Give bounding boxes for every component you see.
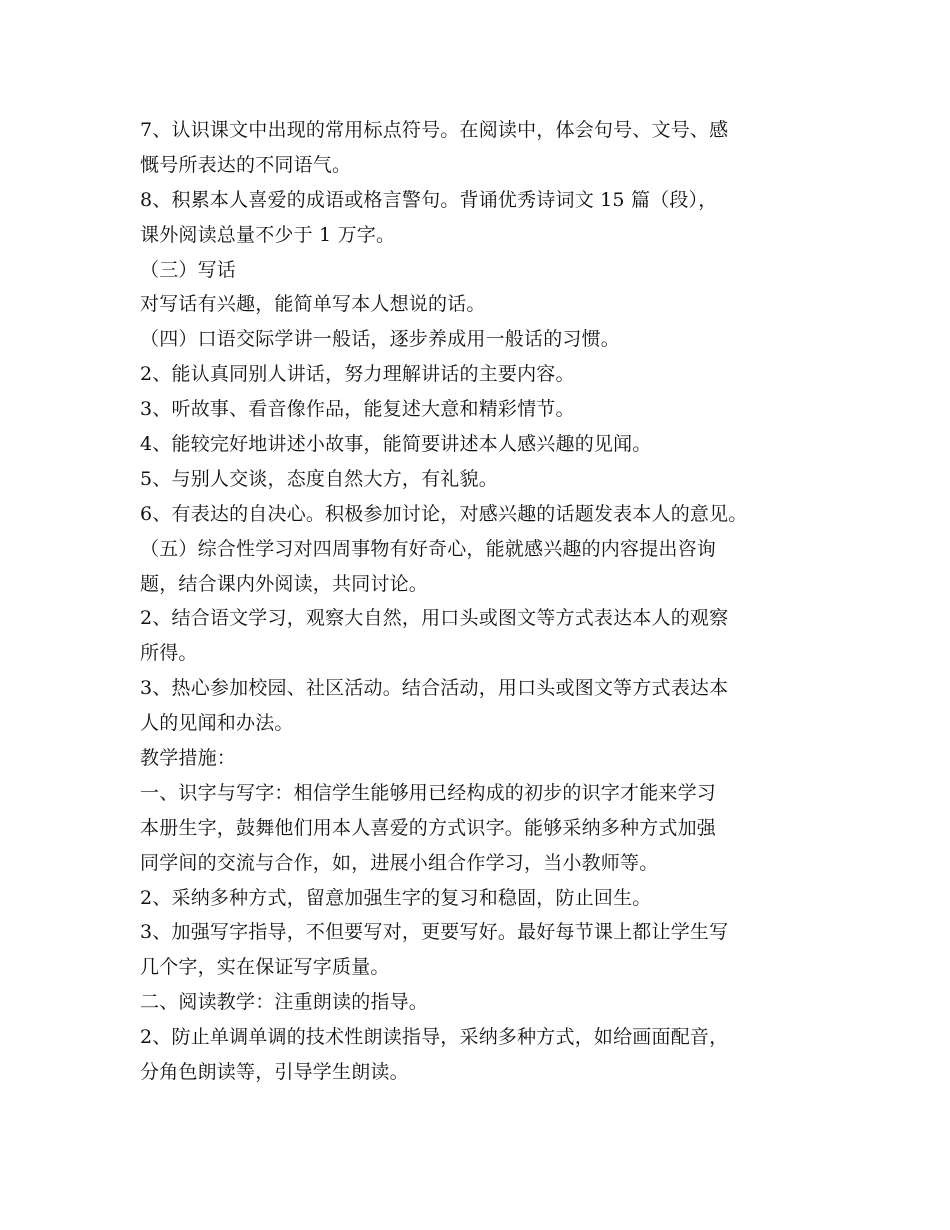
text-line: 慨号所表达的不同语气。 xyxy=(140,153,352,176)
section-heading: （五）综合性学习对四周事物有好奇心，能就感兴趣的内容提出咨询 xyxy=(140,537,717,560)
text-line: 5、与别人交谈，态度自然大方，有礼貌。 xyxy=(140,467,498,490)
text-line: 分角色朗读等，引导学生朗读。 xyxy=(140,1061,409,1084)
text-line: 2、能认真同别人讲话，努力理解讲话的主要内容。 xyxy=(140,363,575,386)
text-line: 一、识字与写字：相信学生能够用已经构成的初步的识字才能来学习 xyxy=(140,781,717,804)
text-line: 3、听故事、看音像作品，能复述大意和精彩情节。 xyxy=(140,398,575,421)
section-heading: 教学措施： xyxy=(140,747,237,770)
text-line: 本册生字，鼓舞他们用本人喜爱的方式识字。能够采纳多种方式加强 xyxy=(140,816,717,839)
text-line: 3、加强写字指导，不但要写对，更要写好。最好每节课上都让学生写 xyxy=(140,921,729,944)
text-line: 所得。 xyxy=(140,642,198,665)
text-line: 2、采纳多种方式，留意加强生字的复习和稳固，防止回生。 xyxy=(140,886,652,909)
text-line: 7、认识课文中出现的常用标点符号。在阅读中，体会句号、文号、感 xyxy=(140,119,729,141)
text-line: 4、能较完好地讲述小故事，能简要讲述本人感兴趣的见闻。 xyxy=(140,433,652,456)
text-line: 2、结合语文学习，观察大自然，用口头或图文等方式表达本人的观察 xyxy=(140,607,729,630)
text-line: 6、有表达的自决心。积极参加讨论，对感兴趣的话题发表本人的意见。 xyxy=(140,502,748,525)
text-line: 8、积累本人喜爱的成语或格言警句。背诵优秀诗词文 15 篇（段）， xyxy=(140,188,718,211)
text-line: 课外阅读总量不少于 1 万字。 xyxy=(140,223,396,246)
document-body xyxy=(140,113,830,1090)
text-line: 对写话有兴趣，能简单写本人想说的话。 xyxy=(140,293,486,316)
section-heading: （四）口语交际学讲一般话，逐步养成用一般话的习惯。 xyxy=(140,328,621,351)
section-heading: （三）写话 xyxy=(140,258,237,281)
section-heading: 二、阅读教学：注重朗读的指导。 xyxy=(140,991,429,1014)
text-line: 题，结合课内外阅读，共同讨论。 xyxy=(140,572,429,595)
text-line: 几个字，实在保证写字质量。 xyxy=(140,956,390,979)
text-line: 人的见闻和办法。 xyxy=(140,712,294,735)
text-line: 3、热心参加校园、社区活动。结合活动，用口头或图文等方式表达本 xyxy=(140,677,729,700)
text-line: 同学间的交流与合作，如，进展小组合作学习，当小教师等。 xyxy=(140,851,659,874)
text-line: 2、防止单调单调的技术性朗读指导，采纳多种方式，如给画面配音， xyxy=(140,1026,729,1049)
